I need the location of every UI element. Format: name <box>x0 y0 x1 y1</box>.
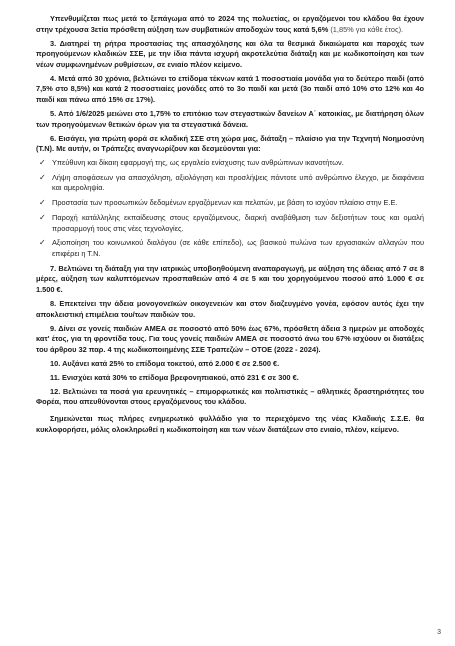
list-item <box>36 213 424 234</box>
list-item-text: Παροχή κατάλληλης εκπαίδευσης στους εργαζόμενους, διαρκή αναβάθμιση των δεξιοτήτων τους και ομαλή προσαρμογή τους στις νέες τεχνολογίες. <box>52 213 424 233</box>
list-item-text: Αξιοποίηση του κοινωνικού διαλόγου (σε κάθε επίπεδο), ως βασικού πυλώνα των εργασιακών αλλαγών που επιφέρει η Τ.Ν. <box>52 238 424 258</box>
item-number: 12. <box>50 386 61 396</box>
item-text: Ενισχύει κατά 30% το επίδομα βρεφονηπιακού, από 231 € σε 300 €. <box>61 372 299 382</box>
item-3 <box>36 39 424 71</box>
page-number: 3 <box>437 629 441 636</box>
list-item-text: Λήψη αποφάσεων για απασχόληση, αξιολόγηση και προσλήψεις πάντοτε υπό ανθρώπινο έλεγχο, με διαφάνεια και αμεροληψία. <box>52 172 424 193</box>
item-4 <box>36 74 424 106</box>
item-text: Εισάγει, για πρώτη φορά σε κλαδική ΣΣΕ στη χώρα μας, διάταξη – πλαίσιο για την Τεχνητή Νοημοσύνη (Τ.Ν). Με αυτήν, οι Τράπεζες αναγνωρίζουν και δεσμεύονται για: <box>36 133 424 154</box>
item-text: Μετά από 30 χρόνια, βελτιώνει το επίδομα τέκνων κατά 1 ποσοστιαία μονάδα για το δεύτερο παιδί (από 7,5% στο 8,5%) και κατά 2 ποσοστιαίες μονάδες από το 3ο παιδί και μετά (3ο παιδί από 10% στο 12% και 4ο παιδί και πάνω από 15% σε 17%). <box>36 73 424 104</box>
item-number: 10. <box>50 358 61 368</box>
closing-paragraph: Σημειώνεται πως πλήρες ενημερωτικό φυλλάδιο για το περιεχόμενο της νέας Κλαδικής Σ.Σ.Ε. θα κυκλοφορήσει, μόλις ολοκληρωθεί η κωδικοποίηση και των νέων διατάξεων στο ενιαίο, πλέον, κείμενο. <box>36 414 424 434</box>
checkmark-icon: ✓ <box>39 198 46 208</box>
document-page <box>36 14 424 439</box>
item-9 <box>36 324 424 356</box>
list-item <box>36 198 424 209</box>
item-6 <box>36 134 424 155</box>
item-text: Από 1/6/2025 μειώνει στο 1,75% το επιτόκιο των στεγαστικών δανείων Α΄ κατοικίας, με διατήρηση όλων των προηγούμενων θετικών όρων για τα στεγαστικά δάνεια. <box>36 108 424 129</box>
item-number: 9. <box>50 323 57 333</box>
item-number: 4. <box>50 73 57 83</box>
checkmark-icon: ✓ <box>39 158 46 168</box>
intro-paragraph <box>36 14 424 35</box>
item-12 <box>36 387 424 408</box>
item-number: 6. <box>50 133 57 143</box>
item-text: Επεκτείνει την άδεια μονογονεϊκών οικογενειών και στον διαζευγμένο γονέα, εφόσον αυτός έχει την αποκλειστική επιμέλεια του/των παιδιών του. <box>36 298 424 319</box>
item-number: 8. <box>50 298 57 308</box>
item-5 <box>36 109 424 130</box>
item-number: 7. <box>50 263 57 273</box>
list-item <box>36 158 424 169</box>
item-text: Βελτιώνει τη διάταξη για την ιατρικώς υποβοηθούμενη αναπαραγωγή, με αύξηση της άδειας από 7 σε 8 μέρες, αύξηση των καλυπτόμενων προσπαθειών από 4 σε 5 και του χορηγούμενου ποσού από 1.000 € σε 1.500 €. <box>36 263 424 294</box>
item-text: Διατηρεί τη ρήτρα προστασίας της απασχόλησης και όλα τα θεσμικά δικαιώματα και παροχές των προηγούμενων κλαδικών ΣΣΕ, με την ίδια πάντα ισχυρή ακροτελεύτια διάταξη και με κωδικοποίηση και των νέων συμφωνημένων ρυθμίσεων, σε ενιαίο πλέον κείμενο. <box>36 38 424 69</box>
item-7 <box>36 264 424 296</box>
list-item <box>36 238 424 259</box>
item-10 <box>36 359 424 370</box>
item-number: 5. <box>50 108 57 118</box>
checkmark-icon: ✓ <box>39 213 46 223</box>
item-text: Βελτιώνει τα ποσά για ερευνητικές – επιμορφωτικές και πολιτιστικές – αθλητικές δραστηριότητες του Φορέα, που απευθύνονται στους εργαζόμενους του κλάδου. <box>36 386 424 407</box>
intro-bold-text: Υπενθυμίζεται πως μετά το ξεπάγωμα από το 2024 της πολυετίας, οι εργαζόμενοι του κλάδου θα έχουν στην τρέχουσα 3ετία πρόσθετη αύξηση των συμβατικών αποδοχών τους κατά 5,6% <box>36 14 424 34</box>
list-item <box>36 173 424 194</box>
item-text: Δίνει σε γονείς παιδιών ΑΜΕΑ σε ποσοστό από 50% έως 67%, πρόσθετη άδεια 3 ημερών με αποδοχές κατ' έτος, για τη φροντίδα τους. Για τους γονείς παιδιών ΑΜΕΑ σε ποσοστό άνω του 67% ισχύουν οι διατάξεις του άρθρου 32 παρ. 4 της κωδικοποιημένης ΣΣΕ Τραπεζών – ΟΤΟΕ (2022 - 2024). <box>36 323 424 354</box>
ai-commitments-list <box>36 158 424 260</box>
intro-normal-text: (1,85% για κάθε έτος). <box>328 24 404 34</box>
item-11 <box>36 373 424 384</box>
checkmark-icon: ✓ <box>39 172 46 182</box>
item-text: Αυξάνει κατά 25% το επίδομα τοκετού, από 2.000 € σε 2.500 €. <box>62 358 280 368</box>
checkmark-icon: ✓ <box>39 238 46 248</box>
item-8 <box>36 299 424 320</box>
item-number: 3. <box>50 38 57 48</box>
item-number: 11. <box>50 372 60 382</box>
list-item-text: Υπεύθυνη και δίκαιη εφαρμογή της, ως εργαλείο ενίσχυσης των ανθρώπινων ικανοτήτων. <box>52 158 344 168</box>
list-item-text: Προστασία των προσωπικών δεδομένων εργαζόμενων και πελατών, με βάση το ισχύον πλαίσιο στην Ε.Ε. <box>52 198 398 208</box>
